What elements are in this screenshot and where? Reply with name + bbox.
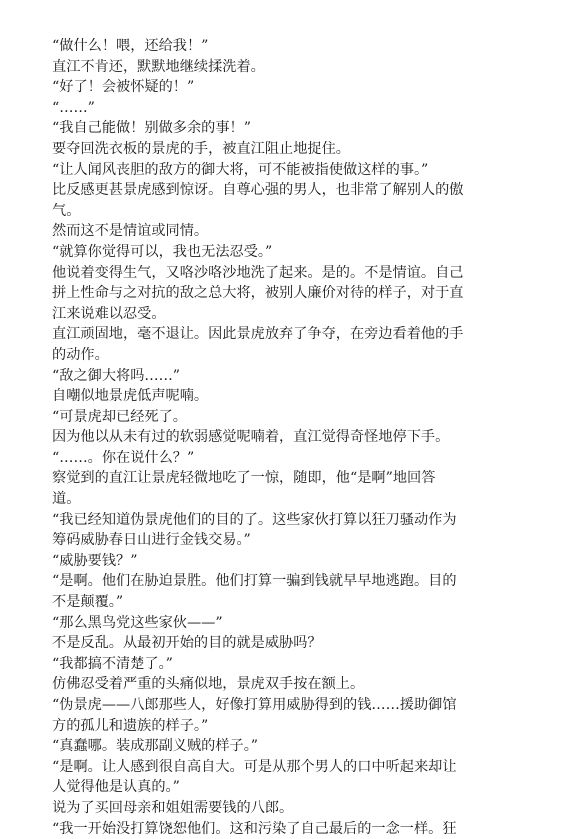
text-line-16: 的动作。 <box>52 346 109 363</box>
text-line-25: 筹码威胁春日山进行金钱交易。” <box>52 532 251 549</box>
text-line-20: 因为他以从未有过的软弱感觉呢喃着，直江觉得奇怪地停下手。 <box>52 429 450 446</box>
text-line-5: “我自己能做！别做多余的事！” <box>52 120 251 137</box>
text-line-8: 比反感更甚景虎感到惊讶。自尊心强的男人，也非常了解别人的傲 <box>52 182 464 199</box>
text-line-27: “是啊。他们在胁迫景胜。他们打算一骗到钱就早早地逃跑。目的 <box>52 573 457 590</box>
text-line-28: 不是颠覆。” <box>52 594 124 611</box>
text-line-17: “敌之御大将吗……” <box>52 367 181 384</box>
text-line-13: 拼上性命与之对抗的敌之总大将，被别人廉价对待的样子，对于直 <box>52 285 464 302</box>
text-line-11: “就算你觉得可以，我也无法忍受。” <box>52 243 273 260</box>
text-line-4: “……” <box>52 99 95 116</box>
text-line-2: 直江不肯还，默默地继续揉洗着。 <box>52 58 265 75</box>
text-line-19: “可景虎却已经死了。 <box>52 408 187 425</box>
text-line-29: “那么黑鸟党这些家伙——” <box>52 614 223 631</box>
text-line-18: 自嘲似地景虎低声呢喃。 <box>52 388 209 405</box>
text-line-14: 江来说难以忍受。 <box>52 305 166 322</box>
text-line-10: 然而这不是情谊或同情。 <box>52 223 209 240</box>
text-line-26: “威胁要钱？” <box>52 552 138 569</box>
text-line-3: “好了！会被怀疑的！” <box>52 79 195 96</box>
text-line-7: “让人闻风丧胆的敌方的御大将，可不能被指使做这样的事。” <box>52 161 429 178</box>
text-line-39: “我一开始没打算饶恕他们。这和污染了自己最后的一念一样。狂 <box>52 820 457 837</box>
text-line-32: 仿佛忍受着严重的头痛似地，景虎双手按在额上。 <box>52 676 365 693</box>
text-line-33: “伪景虎——八郎那些人，好像打算用威胁得到的钱……援助御馆 <box>52 697 457 713</box>
text-line-15: 直江顽固地，毫不退让。因此景虎放弃了争夺，在旁边看着他的手 <box>52 326 464 343</box>
text-line-36: “是啊。让人感到很自高自大。可是从那个男人的口中听起来却让 <box>52 758 457 775</box>
text-line-31: “我都搞不清楚了。” <box>52 655 173 672</box>
text-line-6: 要夺回洗衣板的景虎的手，被直江阻止地捉住。 <box>52 140 350 157</box>
text-line-35: “真蠢哪。装成那副义贼的样子。” <box>52 738 259 755</box>
text-line-34: 方的孤儿和遗族的样子。” <box>52 717 209 734</box>
document-body <box>52 36 530 839</box>
text-line-24: “我已经知道伪景虎他们的目的了。这些家伙打算以狂刀骚动作为 <box>52 511 457 528</box>
text-line-30: 不是反乱。从最初开始的目的就是威胁吗？ <box>52 635 322 652</box>
text-line-38: 说为了买回母亲和姐姐需要钱的八郎。 <box>52 799 294 816</box>
text-line-23: 道。 <box>52 491 81 508</box>
text-line-12: 他说着变得生气，又咯沙咯沙地洗了起来。是的。不是情谊。自己 <box>52 264 464 281</box>
text-line-21: “……。你在说什么？” <box>52 449 195 466</box>
text-line-37: 人觉得他是认真的。” <box>52 779 180 796</box>
text-line-22: 察觉到的直江让景虎轻微地吃了一惊，随即，他“是啊”地回答 <box>52 470 436 487</box>
text-line-9: 气。 <box>52 202 81 219</box>
text-line-1: “做什么！喂，还给我！” <box>52 38 209 54</box>
